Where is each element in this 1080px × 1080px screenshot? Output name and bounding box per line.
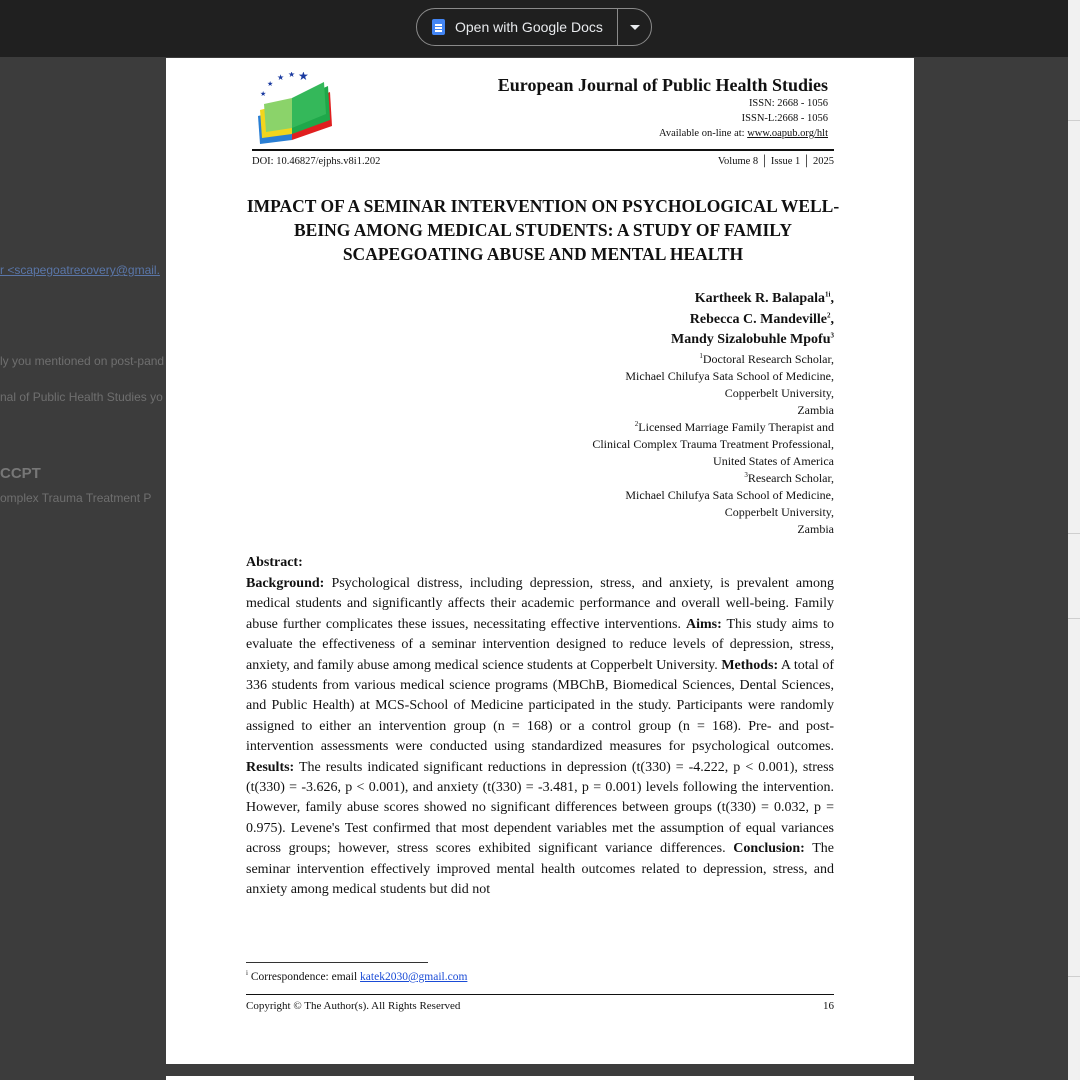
footnote-prefix: Correspondence: email <box>250 971 361 983</box>
doi: DOI: 10.46827/ejphs.v8i1.202 <box>252 156 381 167</box>
affiliation-text: Licensed Marriage Family Therapist and <box>638 419 834 434</box>
journal-header <box>498 74 828 141</box>
affiliation-line <box>592 436 834 453</box>
open-with-dropdown-button[interactable] <box>618 9 651 45</box>
affiliation-line <box>592 470 834 487</box>
header-rule <box>252 149 834 151</box>
author-name-line <box>592 310 834 331</box>
availability-label: Available on-line at: <box>659 128 745 139</box>
footnote-marker: i <box>246 969 248 978</box>
open-with-google-docs-control <box>416 8 652 46</box>
google-docs-icon <box>432 19 445 35</box>
affiliation-text: Research Scholar, <box>747 470 834 485</box>
affiliation-list <box>592 351 834 538</box>
affiliation-text: Doctoral Research Scholar, <box>702 351 834 366</box>
affiliation-line <box>592 419 834 436</box>
affiliation-line <box>592 402 834 419</box>
author-separator: , <box>830 291 834 306</box>
background-email-line: ly you mentioned on post-pand <box>0 354 164 368</box>
footnote-rule <box>246 962 428 963</box>
open-with-label: Open with Google Docs <box>455 19 603 35</box>
affiliation-text: United States of America <box>713 453 834 468</box>
affiliation-superscript: 1 <box>699 351 703 360</box>
abstract-section-text: A total of 336 students from various medical science programs (MBChB, Biomedical Sciences, Dental Sciences, and Public Health) at MCS-School of Medicine participated in the study. Participants were randomly assigned to either an intervention group (n = 168) or a control group (n = 168). Pre- and post-intervention assessments were conducted using standardized measures for psychological outcomes. <box>246 657 834 755</box>
author-superscript: 2 <box>827 310 831 319</box>
svg-text:★: ★ <box>277 73 285 82</box>
affiliation-superscript: 3 <box>744 470 748 479</box>
abstract-section-text: The results indicated significant reductions in depression (t(330) = -4.222, p < 0.001), stress (t(330) = -3.626, p < 0.001), and anxiety (t(330) = -3.481, p = 0.001) levels following the intervention. However, family abuse scores showed no significant differences between groups (t(330) = 0.032, p = 0.975). Levene's Test confirmed that most dependent variables met the assumption of equal variances across groups; however, stress scores exhibited significant variance differences. <box>246 759 834 857</box>
copyright-notice: Copyright © The Author(s). All Rights Reserved <box>246 1000 461 1012</box>
affiliation-text: Michael Chilufya Sata School of Medicine, <box>625 487 834 502</box>
background-signature-title: omplex Trauma Treatment P <box>0 491 152 505</box>
svg-text:★: ★ <box>260 90 267 98</box>
page-footer <box>246 1000 834 1012</box>
affiliation-line <box>592 351 834 368</box>
author-name-line <box>592 330 834 351</box>
correspondence-email-link[interactable]: katek2030@gmail.com <box>360 971 468 983</box>
affiliation-line <box>592 487 834 504</box>
author-separator: , <box>830 311 834 327</box>
footer-rule <box>246 994 834 995</box>
affiliation-text: Copperbelt University, <box>724 385 834 400</box>
author-block <box>592 289 834 538</box>
article-meta <box>252 156 834 167</box>
affiliation-text: Zambia <box>797 521 834 536</box>
abstract-heading: Abstract: <box>246 555 303 570</box>
abstract-section-label: Results: <box>246 759 295 775</box>
abstract-section-text: The seminar intervention effectively improved mental health outcomes related to depression, stress, and anxiety among medical students but did not <box>246 841 835 898</box>
svg-text:★: ★ <box>288 72 296 79</box>
affiliation-line <box>592 368 834 385</box>
svg-text:★: ★ <box>298 72 309 83</box>
abstract-section-text: This study aims to evaluate the effectiveness of a seminar intervention designed to reduce levels of depression, stress, anxiety, and family abuse among medical science students at Copperbelt University. <box>246 616 835 673</box>
caret-down-icon <box>630 25 640 30</box>
article-title: IMPACT OF A SEMINAR INTERVENTION ON PSYCHOLOGICAL WELL-BEING AMONG MEDICAL STUDENTS: A STUDY OF FAMILY SCAPEGOATING ABUSE AND MENTAL HEALTH <box>246 196 840 264</box>
volume-issue-year: Volume 8 │ Issue 1 │ 2025 <box>717 156 834 167</box>
affiliation-text: Clinical Complex Trauma Treatment Professional, <box>592 436 834 451</box>
page-number: 16 <box>823 1000 834 1012</box>
open-with-google-docs-button[interactable] <box>417 9 617 45</box>
author-name: Rebecca C. Mandeville <box>689 311 827 327</box>
pdf-page <box>166 58 914 1064</box>
affiliation-line <box>592 504 834 521</box>
journal-issn: ISSN: 2668 - 1056 <box>748 98 828 109</box>
affiliation-line <box>592 453 834 470</box>
affiliation-text: Zambia <box>797 402 834 417</box>
author-list <box>592 289 834 351</box>
affiliation-superscript: 2 <box>634 419 639 428</box>
journal-issn-l: ISSN-L:2668 - 1056 <box>741 113 828 124</box>
next-pdf-page <box>166 1076 914 1080</box>
footnote <box>246 971 467 983</box>
affiliation-line <box>592 521 834 538</box>
svg-text:★: ★ <box>267 80 274 88</box>
background-email-line: nal of Public Health Studies yo <box>0 390 163 404</box>
affiliation-text: Copperbelt University, <box>724 504 834 519</box>
journal-url-link[interactable]: www.oapub.org/hlt <box>747 128 828 139</box>
abstract-section-label: Background: <box>246 576 325 591</box>
abstract-section-label: Methods: <box>721 657 779 673</box>
author-name: Mandy Sizalobuhle Mpofu <box>671 332 831 347</box>
journal-title: European Journal of Public Health Studies <box>497 75 828 95</box>
journal-availability <box>498 126 828 141</box>
author-name: Kartheek R. Balapala <box>694 291 826 306</box>
affiliation-line <box>592 385 834 402</box>
author-superscript: 1i <box>825 290 831 299</box>
abstract-text <box>246 574 834 901</box>
background-right-edge <box>1068 0 1080 1080</box>
author-name-line <box>592 289 834 310</box>
abstract-section-label: Conclusion: <box>733 841 805 857</box>
author-superscript: 3 <box>830 331 834 340</box>
abstract-section-label: Aims: <box>686 616 722 632</box>
affiliation-text: Michael Chilufya Sata School of Medicine, <box>625 368 834 383</box>
background-signature-name: CCPT <box>0 465 41 482</box>
journal-logo-icon <box>254 72 334 144</box>
abstract-section-text: Psychological distress, including depression, stress, and anxiety, is prevalent among medical students and significantly affects their academic performance and overall well-being. Family abuse further complicates these issues, necessitating effective interventions. <box>246 576 834 632</box>
background-email-address: r <scapegoatrecovery@gmail. <box>0 263 160 277</box>
